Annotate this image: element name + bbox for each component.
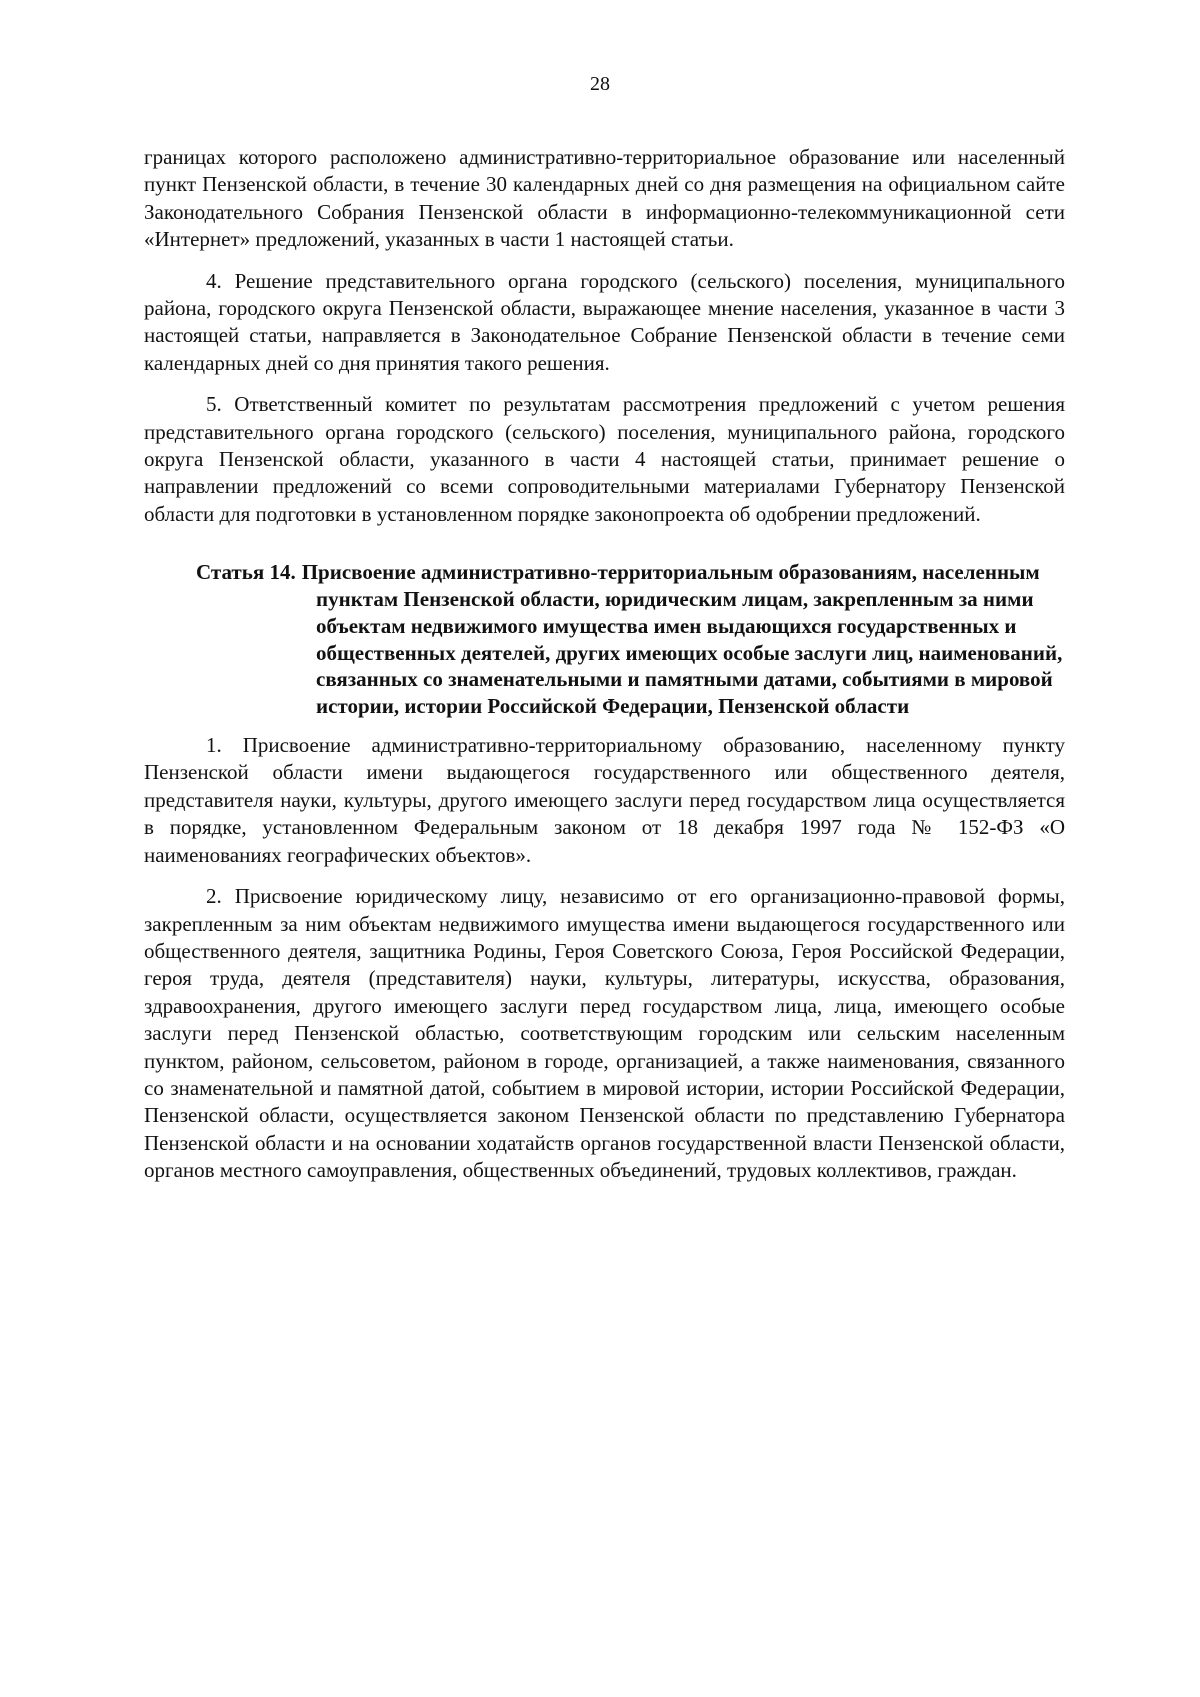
article-paragraph-2: 2. Присвоение юридическому лицу, независимо от его организационно-правовой формы, закрепленным за ним объектам недвижимого имущества имени выдающегося государственного или общественного деятеля, защитника Родины, Героя Советского Союза, Героя Российской Федерации, героя труда, деятеля (представителя) науки, культуры, литературы, искусства, образования, здравоохранения, другого имеющего заслуги перед государством лица, лица, имеющего особые заслуги перед Пензенской областью, соответствующим городским или сельским населенным пунктом, районом, сельсоветом, районом в городе, организацией, а также наименования, связанного со знаменательной и памятной датой, событием в мировой истории, истории Российской Федерации, Пензенской области, осуществляется законом Пензенской области по представлению Губернатора Пензенской области и на основании ходатайств органов государственной власти Пензенской области, органов местного самоуправления, общественных объединений, трудовых коллективов, граждан.	[144, 884, 1065, 1183]
paragraph-part-4: 4. Решение представительного органа городского (сельского) поселения, муниципального района, городского округа Пензенской области, выражающее мнение населения, указанное в части 3 настоящей статьи, направляется в Законодательное Собрание Пензенской области в течение семи календарных дней со дня принятия такого решения.	[144, 268, 1065, 375]
paragraph-part-5: 5. Ответственный комитет по результатам рассмотрения предложений с учетом решения представительного органа городского (сельского) поселения, муниципального района, городского округа Пензенской области, указанного в части 4 настоящей статьи, принимает решение о направлении предложений со всеми сопроводительными материалами Губернатору Пензенской области для подготовки в установленном порядке законопроекта об одобрении предложений.	[144, 392, 1065, 526]
article-heading	[144, 559, 1065, 720]
document-body	[144, 144, 1065, 1185]
continued-paragraph: границах которого расположено административно-территориальное образование или населенный пункт Пензенской области, в течение 30 календарных дней со дня размещения на официальном сайте Законодательного Собрания Пензенской области в информационно-телекоммуникационной сети «Интернет» предложений, указанных в части 1 настоящей статьи.	[144, 145, 1065, 252]
article-title: Присвоение административно-территориальным образованиям, населенным пунктам Пензенской области, юридическим лицам, закрепленным за ними объектам недвижимого имущества имен выдающихся государственных и общественных деятелей, других имеющих особые заслуги лиц, наименований, связанных со знаменательными и памятными датами, событиями в мировой истории, истории Российской Федерации, Пензенской области	[301, 560, 1063, 719]
page-number: 28	[590, 73, 610, 95]
article-paragraph-1: 1. Присвоение административно-территориальному образованию, населенному пункту Пензенской области имени выдающегося государственного или общественного деятеля, представителя науки, культуры, другого имеющего заслуги перед государством лица осуществляется в порядке, установленном Федеральным законом от 18 декабря 1997 года № 152-ФЗ «О наименованиях географических объектов».	[144, 733, 1065, 867]
article-number: Статья 14.	[196, 560, 296, 585]
